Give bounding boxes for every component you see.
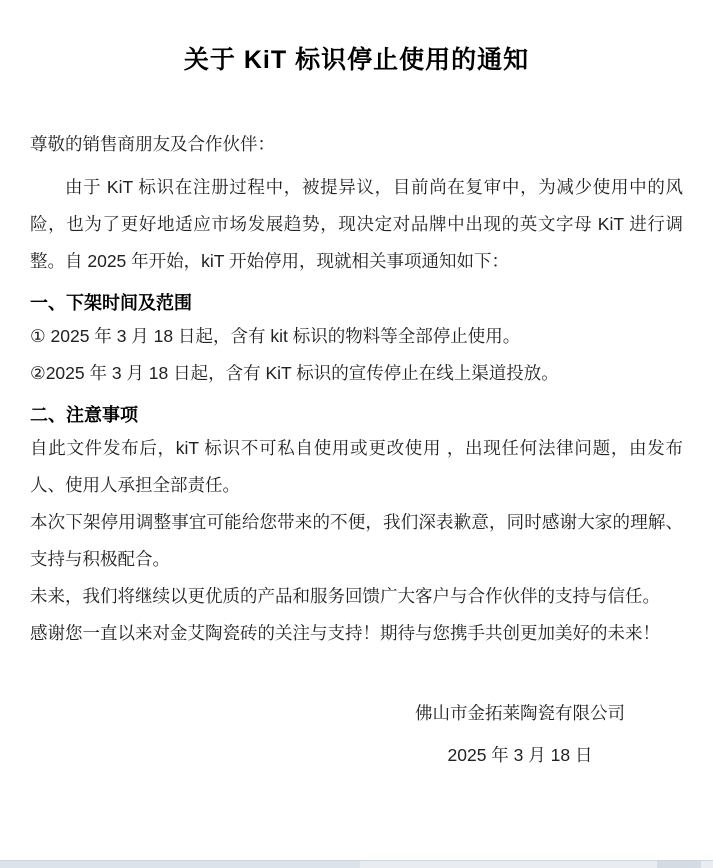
scrollbar-thumb-secondary[interactable]	[657, 861, 701, 868]
salutation-line: 尊敬的销售商朋友及合作伙伴：	[30, 134, 275, 154]
section-2-paragraph-2: 本次下架停用调整事宜可能给您带来的不便，我们深表歉意，同时感谢大家的理解、支持与积极配合。	[30, 512, 683, 569]
signature-date: 2025 年 3 月 18 日	[447, 745, 593, 765]
section-1-heading: 一、下架时间及范围	[30, 293, 192, 313]
document-title: 关于 KiT 标识停止使用的通知	[183, 46, 530, 74]
signature-block	[415, 652, 625, 776]
signature-company: 佛山市金拓莱陶瓷有限公司	[415, 703, 625, 723]
intro-paragraph: 由于 KiT 标识在注册过程中，被提异议，目前尚在复审中，为减少使用中的风险，也为了更好地适应市场发展趋势，现决定对品牌中出现的英文字母 KiT 进行调整。自 2025 年开始，kiT 开始停用，现就相关事项通知如下：	[30, 177, 683, 271]
section-1-item-1: ① 2025 年 3 月 18 日起，含有 kit 标识的物料等全部停止使用。	[30, 326, 521, 346]
section-2-paragraph-3: 未来，我们将继续以更优质的产品和服务回馈广大客户与合作伙伴的支持与信任。	[30, 586, 660, 606]
section-2-paragraph-1: 自此文件发布后，kiT 标识不可私自使用或更改使用 ，出现任何法律问题，由发布人、使用人承担全部责任。	[30, 438, 683, 495]
horizontal-scrollbar[interactable]	[0, 860, 713, 868]
section-2-paragraph-4: 感谢您一直以来对金艾陶瓷砖的关注与支持！期待与您携手共创更加美好的未来！	[30, 623, 660, 643]
section-2-heading: 二、注意事项	[30, 405, 138, 425]
scrollbar-thumb[interactable]	[0, 861, 360, 868]
section-1-item-2: ②2025 年 3 月 18 日起，含有 KiT 标识的宣传停止在线上渠道投放。	[30, 363, 559, 383]
